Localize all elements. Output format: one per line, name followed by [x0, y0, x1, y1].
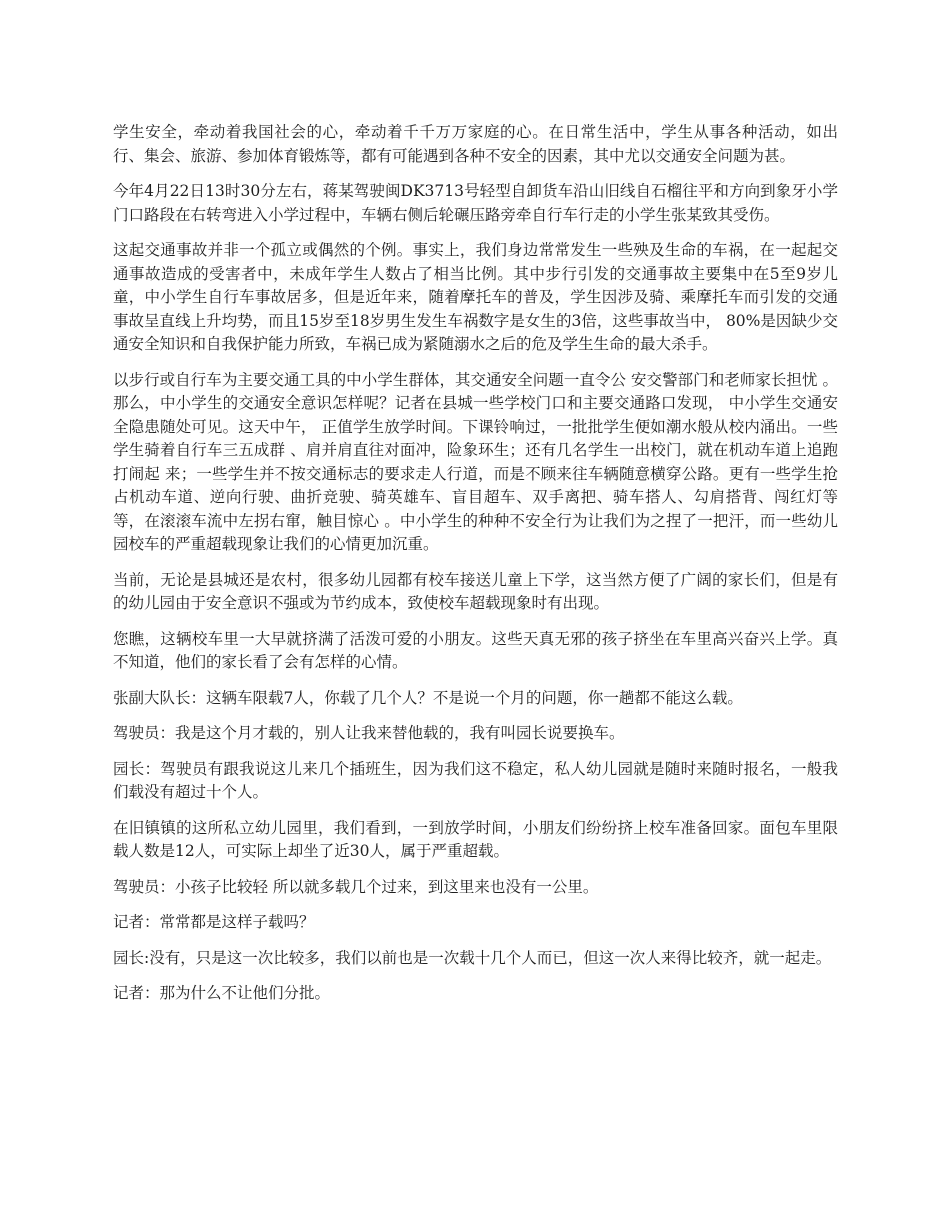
paragraph-school-bus: 当前，无论是县城还是农村，很多幼儿园都有校车接送儿童上下学，这当然方便了广阔的家长们，但是有的幼儿园由于安全意识不强或为节约成本，致使校车超载现象时有出现。	[113, 570, 838, 612]
document-page	[113, 121, 838, 1018]
paragraph-dialogue-principal-2: 园长:没有，只是这一次比较多，我们以前也是一次载十几个人而已，但这一次人来得比较齐，就一起走。	[113, 948, 832, 967]
paragraph-crowded-bus: 您瞧，这辆校车里一大早就挤满了活泼可爱的小朋友。这些天真无邪的孩子挤坐在车里高兴奋兴上学。真不知道，他们的家长看了会有怎样的心情。	[113, 629, 838, 671]
paragraph-dialogue-principal: 园长：驾驶员有跟我说这儿来几个插班生，因为我们这不稳定，私人幼儿园就是随时来随时报名，一般我们载没有超过十个人。	[113, 759, 838, 801]
paragraph-dialogue-driver-2: 驾驶员：小孩子比较轻 所以就多载几个过来，到这里来也没有一公里。	[113, 877, 599, 896]
paragraph-overload: 在旧镇镇的这所私立幼儿园里，我们看到，一到放学时间，小朋友们纷纷挤上校车准备回家。面包车里限载人数是12人，可实际上却坐了近30人，属于严重超载。	[113, 818, 838, 860]
paragraph-dialogue-driver: 驾驶员：我是这个月才载的，别人让我来替他载的，我有叫园长说要换车。	[113, 724, 625, 742]
paragraph-intro: 学生安全，牵动着我国社会的心，牵动着千千万万家庭的心。在日常生活中，学生从事各种活动，如出行、集会、旅游、参加体育锻炼等，都有可能遇到各种不安全的因素，其中尤以交通安全问题为甚。	[113, 123, 838, 165]
paragraph-dialogue-reporter-2: 记者：那为什么不让他们分批。	[113, 984, 331, 1002]
paragraph-observations: 以步行或自行车为主要交通工具的中小学生群体，其交通安全问题一直令公 安交警部门和老师家长担忧 。那么，中小学生的交通安全意识怎样呢？记者在县城一些学校门口和主要交通路口发现， 中小学生交通安全隐患随处可见。这天中午， 正值学生放学时间。下课铃响过，一批批学生便如潮水般从校内涌出。一些学生骑着自行车三五成群 、肩并肩直往对面冲，险象环生；还有几名学生一出校门，就在机动车道上追跑打闹起 来；一些学生并不按交通标志的要求走人行道，而是不顾来往车辆随意横穿公路。更有一些学生抢占机动车道、逆向行驶、曲折竞驶、骑英雄车、盲目超车、双手离把、骑车搭人、勾肩搭背、闯红灯等等，在滚滚车流中左拐右窜，触目惊心 。中小学生的种种不安全行为让我们为之捏了一把汗，而一些幼儿园校车的严重超载现象让我们的心情更加沉重。	[113, 370, 838, 553]
paragraph-statistics: 这起交通事故并非一个孤立或偶然的个例。事实上，我们身边常常发生一些殃及生命的车祸，在一起起交通事故造成的受害者中，未成年学生人数占了相当比例。其中步行引发的交通事故主要集中在5至9岁儿童，中小学生自行车事故居多，但是近年来，随着摩托车的普及，学生因涉及骑、乘摩托车而引发的交通事故呈直线上升均势，而且15岁至18岁男生发生车祸数字是女生的3倍，这些事故当中， 80%是因缺少交通安全知识和自我保护能力所致，车祸已成为紧随溺水之后的危及学生生命的最大杀手。	[113, 241, 838, 353]
paragraph-incident: 今年4月22日13时30分左右，蒋某驾驶闽DK3713号轻型自卸货车沿山旧线自石榴往平和方向到象牙小学门口路段在右转弯进入小学过程中，车辆右侧后轮碾压路旁牵自行车行走的小学生张某致其受伤。	[113, 182, 838, 224]
paragraph-dialogue-captain: 张副大队长：这辆车限载7人，你载了几个人？不是说一个月的问题，你一趟都不能这么载。	[113, 688, 743, 707]
paragraph-dialogue-reporter: 记者：常常都是这样子载吗？	[113, 913, 315, 931]
